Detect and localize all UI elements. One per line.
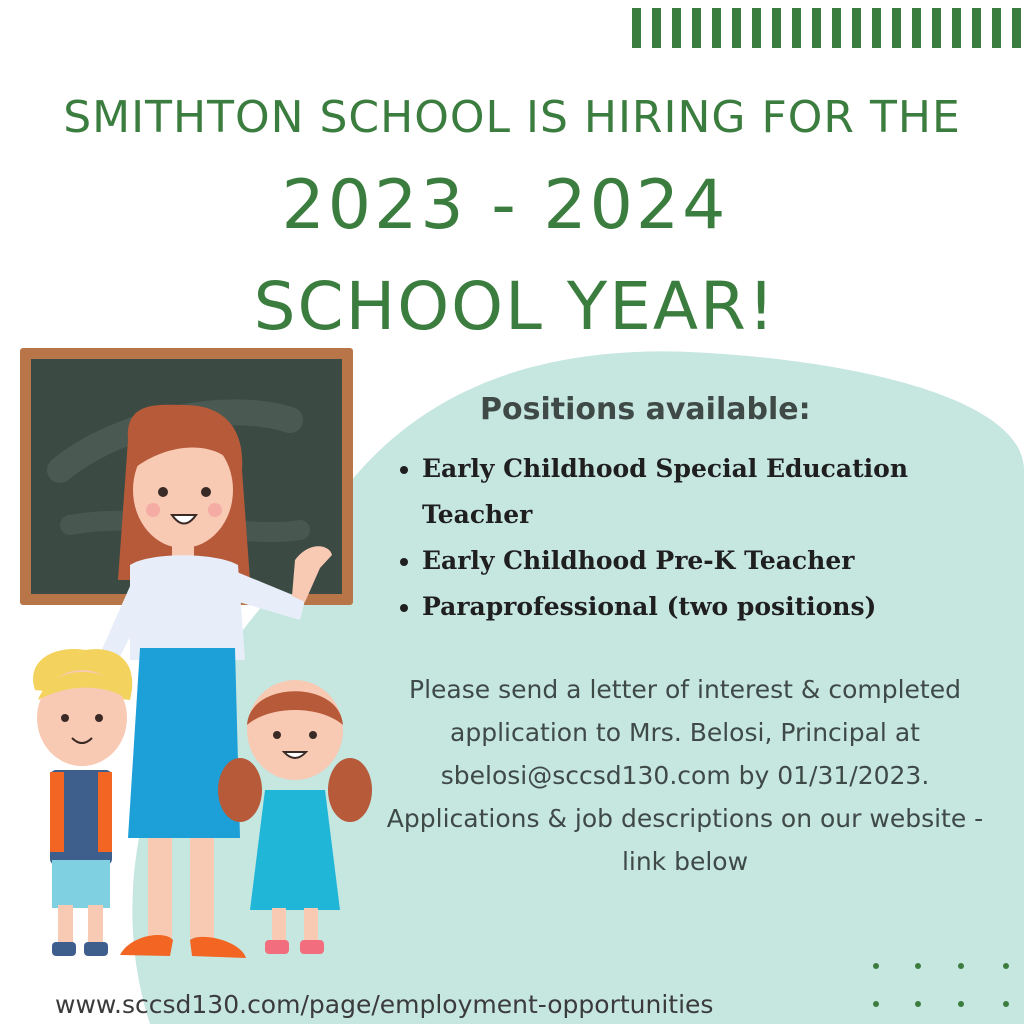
list-item: • Paraprofessional (two positions) xyxy=(422,584,1022,630)
girl-figure xyxy=(218,680,372,954)
dots-decoration xyxy=(868,960,1018,1010)
list-item: • Early Childhood Pre-K Teacher xyxy=(422,538,1022,584)
employment-url-link[interactable]: www.sccsd130.com/page/employment-opportunities xyxy=(55,990,714,1019)
header-school-years: 2023 - 2024 xyxy=(281,166,729,245)
contact-paragraph-2: Applications & job descriptions on our website - link below xyxy=(386,804,984,876)
boy-figure xyxy=(33,649,132,956)
positions-list xyxy=(392,446,1022,630)
teacher-illustration xyxy=(0,340,400,980)
contact-paragraph-1: Please send a letter of interest & completed application to Mrs. Belosi, Principal at sbelosi@sccsd130.com by 01/31/2023. xyxy=(409,675,961,790)
header-school-year: SCHOOL YEAR! xyxy=(253,268,777,345)
stripes-decoration xyxy=(632,8,1022,48)
list-item: • Early Childhood Special Education Teacher xyxy=(422,446,1022,538)
header-line-1: SMITHTON SCHOOL IS HIRING FOR THE xyxy=(63,92,961,143)
positions-heading: Positions available: xyxy=(480,392,811,427)
contact-instructions xyxy=(380,668,990,883)
